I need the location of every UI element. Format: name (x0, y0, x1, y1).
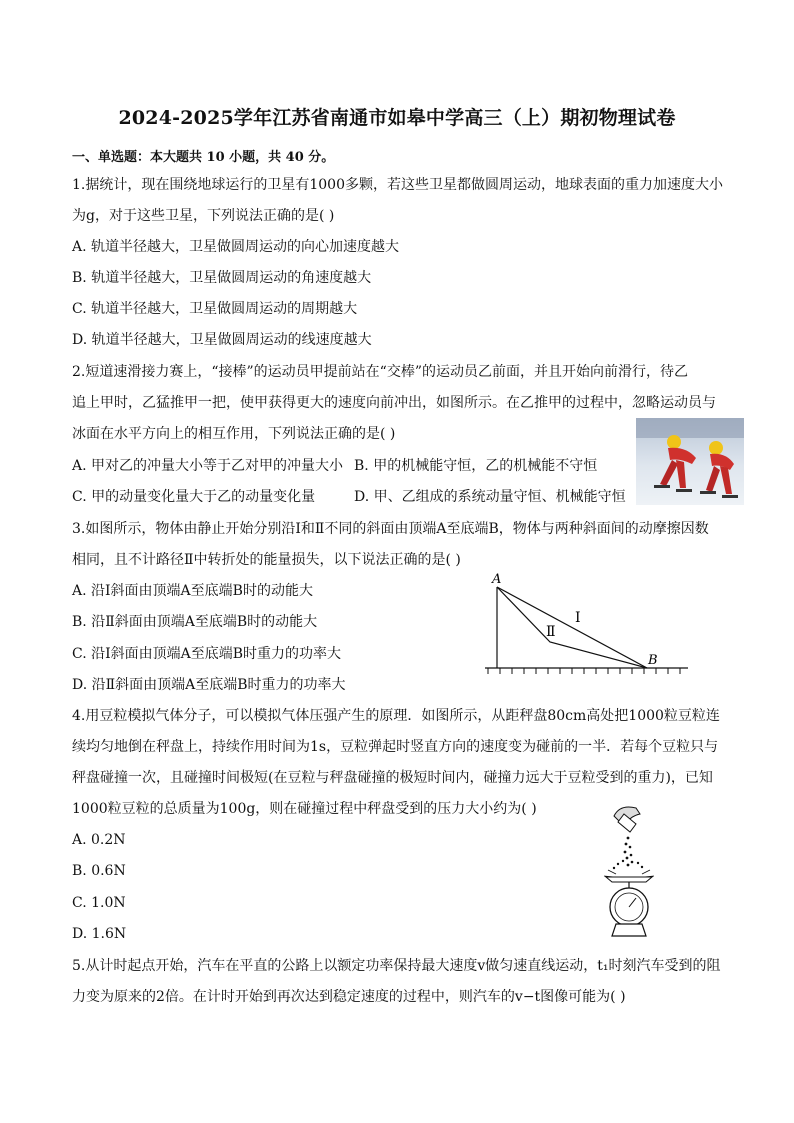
q4-stem-line4: 1000粒豆粒的总质量为100g，则在碰撞过程中秤盘受到的压力大小约为( ) (72, 801, 537, 817)
q3-stem-line2: 相同，且不计路径Ⅱ中转折处的能量损失，以下说法正确的是( ) (72, 552, 461, 568)
label-path-1: Ⅰ (575, 610, 581, 626)
speed-skating-photo (636, 418, 744, 505)
q5-stem-line1: 5.从计时起点开始，汽车在平直的公路上以额定功率保持最大速度v做匀速直线运动，t₁时刻汽车受到的阻 (72, 958, 721, 974)
q2-stem-line1: 2.短道速滑接力赛上，“接棒”的运动员甲提前站在“交棒”的运动员乙前面，并且开始向前滑行，待乙 (72, 364, 688, 380)
q2-option-d: D. 甲、乙组成的系统动量守恒、机械能守恒 (354, 489, 626, 505)
label-path-2: Ⅱ (546, 624, 556, 640)
q5-stem-line2: 力变为原来的2倍。在计时开始到再次达到稳定速度的过程中，则汽车的v−t图像可能为( ) (72, 989, 626, 1005)
q3-stem-line1: 3.如图所示，物体由静止开始分别沿Ⅰ和Ⅱ不同的斜面由顶端A至底端B，物体与两种斜面间的动摩擦因数 (72, 521, 709, 537)
page-title: 2024-2025学年江苏省南通市如皋中学高三（上）期初物理试卷 (118, 107, 676, 129)
q4-stem-line3: 秤盘碰撞一次，且碰撞时间极短(在豆粒与秤盘碰撞的极短时间内，碰撞力远大于豆粒受到的重力)，已知 (72, 770, 713, 786)
section-heading: 一、单选题：本大题共 10 小题，共 40 分。 (72, 150, 335, 165)
q4-stem-line1: 4.用豆粒模拟气体分子，可以模拟气体压强产生的原理．如图所示，从距秤盘80cm高处把1000粒豆粒连 (72, 708, 720, 724)
q3-option-b: B. 沿Ⅱ斜面由顶端A至底端B时的动能大 (72, 614, 318, 630)
label-point-b: B (648, 653, 658, 668)
q2-option-b: B. 甲的机械能守恒，乙的机械能不守恒 (354, 458, 598, 474)
q4-option-d: D. 1.6N (72, 926, 127, 942)
q3-option-c: C. 沿Ⅰ斜面由顶端A至底端B时重力的功率大 (72, 646, 342, 662)
q3-option-a: A. 沿Ⅰ斜面由顶端A至底端B时的动能大 (72, 583, 313, 599)
incline-diagram (480, 570, 692, 680)
q4-option-a: A. 0.2N (72, 832, 126, 848)
q1-option-b: B. 轨道半径越大，卫星做圆周运动的角速度越大 (72, 270, 372, 286)
q1-stem-line1: 1.据统计，现在围绕地球运行的卫星有1000多颗，若这些卫星都做圆周运动，地球表面的重力加速度大小 (72, 177, 723, 193)
q4-stem-line2: 续均匀地倒在秤盘上，持续作用时间为1s，豆粒弹起时竖直方向的速度变为碰前的一半．若每个豆粒只与 (72, 739, 719, 755)
q3-option-d: D. 沿Ⅱ斜面由顶端A至底端B时重力的功率大 (72, 677, 346, 693)
q1-stem-line2: 为g，对于这些卫星，下列说法正确的是( ) (72, 208, 335, 224)
label-point-a: A (492, 572, 502, 587)
q1-option-a: A. 轨道半径越大，卫星做圆周运动的向心加速度越大 (72, 239, 400, 255)
q1-option-c: C. 轨道半径越大，卫星做圆周运动的周期越大 (72, 301, 358, 317)
q4-option-c: C. 1.0N (72, 895, 126, 911)
q2-option-a: A. 甲对乙的冲量大小等于乙对甲的冲量大小 (72, 458, 344, 474)
q2-stem-line2: 追上甲时，乙猛推甲一把，使甲获得更大的速度向前冲出，如图所示。在乙推甲的过程中，忽略运动员与 (72, 395, 716, 411)
q2-stem-line3: 冰面在水平方向上的相互作用，下列说法正确的是( ) (72, 426, 396, 442)
q4-option-b: B. 0.6N (72, 863, 126, 879)
bean-scale-illustration (596, 800, 662, 940)
q2-option-c: C. 甲的动量变化量大于乙的动量变化量 (72, 489, 316, 505)
q1-option-d: D. 轨道半径越大，卫星做圆周运动的线速度越大 (72, 332, 372, 348)
